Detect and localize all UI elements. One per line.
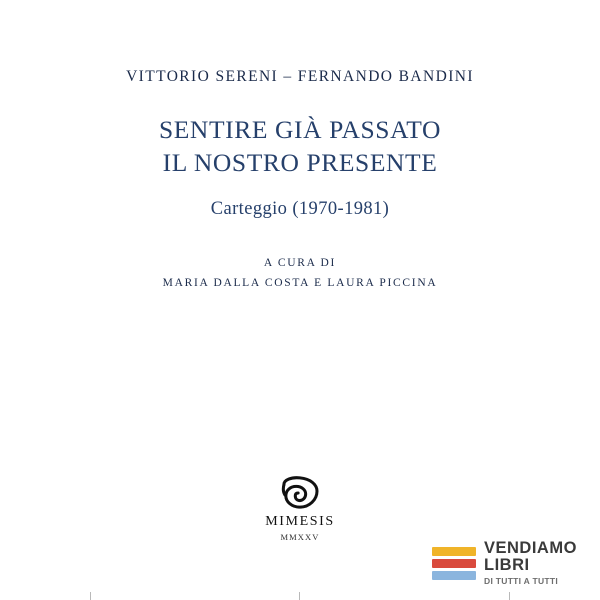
publisher-name: MIMESIS	[265, 514, 335, 529]
watermark-line-3: DI TUTTI A TUTTI	[484, 575, 559, 586]
cover-title	[90, 114, 510, 179]
watermark-color-swatch	[432, 543, 476, 583]
watermark-badge	[428, 536, 592, 590]
publisher-year: MMXXV	[280, 532, 320, 542]
watermark-line-2: LIBRI	[484, 556, 530, 574]
crop-mark-right	[509, 592, 510, 600]
swatch-bar-red	[432, 559, 476, 568]
editors-names: MARIA DALLA COSTA E LAURA PICCINA	[162, 276, 438, 289]
watermark-text	[484, 540, 577, 586]
cover-title-line-2: IL NOSTRO PRESENTE	[162, 147, 438, 177]
crop-marks	[90, 592, 510, 600]
crop-mark-left	[90, 592, 91, 600]
book-cover	[90, 8, 510, 592]
crop-mark-center	[299, 592, 300, 600]
mimesis-spiral-icon	[281, 476, 319, 510]
editors-label: A CURA DI	[263, 257, 337, 270]
cover-editors	[90, 254, 510, 293]
swatch-bar-yellow	[432, 547, 476, 556]
watermark-line-1: VENDIAMO	[484, 539, 577, 558]
cover-title-line-1: SENTIRE GIÀ PASSATO	[158, 115, 442, 144]
cover-subtitle: Carteggio (1970-1981)	[210, 199, 390, 220]
cover-authors: VITTORIO SERENI – FERNANDO BANDINI	[126, 68, 474, 85]
swatch-bar-blue	[432, 571, 476, 580]
publisher-block	[90, 476, 510, 542]
